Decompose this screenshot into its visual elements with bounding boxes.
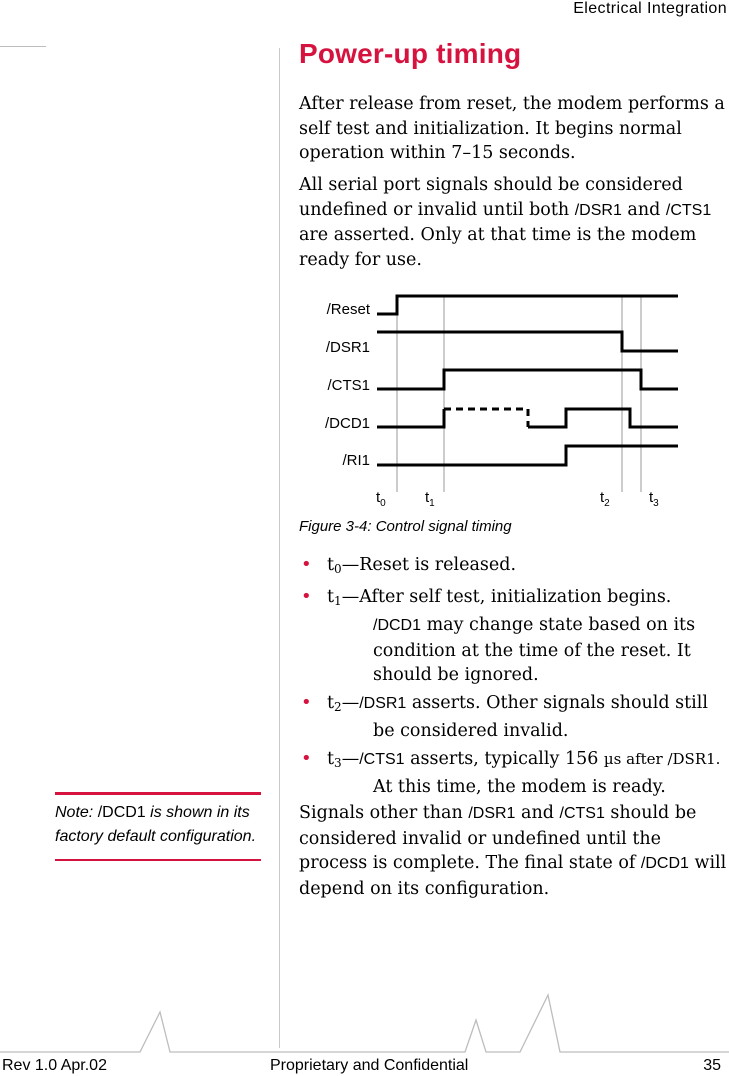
signal-label-reset: /Reset (326, 301, 370, 318)
para2-sig-dsr1: /DSR1 (574, 201, 622, 219)
timing-diagram (300, 282, 700, 514)
running-header: Electrical Integration (573, 0, 727, 17)
time-label-t1: $t_1$ (425, 489, 435, 509)
timing-bullet-list (299, 553, 729, 803)
para2-sig-cts1: /CTS1 (665, 201, 712, 219)
note-text: Note: /DCD1 is shown in its factory default configuration. (55, 804, 257, 845)
serial-signals-paragraph (299, 173, 729, 272)
page-number: 35 (703, 1057, 721, 1074)
waveform-ri1 (377, 446, 678, 465)
section-title: Power-up timing (299, 38, 522, 69)
note-bottom-rule (55, 859, 261, 861)
column-rule (279, 48, 280, 1048)
para2-after: are asserted. Only at that time is the modem ready for use. (299, 225, 697, 270)
closing-paragraph: Signals other than /DSR1 and /CTS1 should be considered invalid or undefined until the process is complete. The final state of /DCD1 will depend on its configuration. (299, 803, 727, 899)
intro-paragraph: After release from reset, the modem performs a self test and initialization. It begins normal operation within 7–15 seconds. (299, 94, 725, 163)
waveform-dsr1 (377, 332, 678, 351)
bullet-dot: • (301, 585, 312, 607)
bullet-dot: • (301, 747, 312, 769)
signal-label-dsr1: /DSR1 (325, 339, 370, 356)
list-item: • $t_2—/DSR1$ asserts. Other signals should still be considered invalid. (301, 691, 708, 741)
waveform-dcd1-end (528, 409, 678, 427)
para2-before: All serial port signals should be considered undefined or invalid until both (299, 175, 683, 220)
waveform-reset (377, 296, 678, 314)
figure-caption: Figure 3-4: Control signal timing (299, 518, 512, 535)
signal-label-cts1: /CTS1 (327, 377, 370, 394)
waveform-dcd1-undefined (444, 409, 528, 427)
header-rule (0, 46, 46, 47)
list-item: • $t_0—Reset$ is released. (301, 554, 517, 576)
para2-mid: and (621, 199, 666, 220)
margin-note (55, 792, 261, 861)
bullet-dot: • (301, 691, 312, 713)
footer-confidential: Proprietary and Confidential (270, 1057, 469, 1074)
list-item: • $t_3—/CTS1$ asserts, typically 156 µs after /DSR1. At this time, the modem is ready. (301, 747, 721, 797)
bullet-dot: • (301, 554, 312, 575)
footer-revision: Rev 1.0 Apr.02 (2, 1057, 107, 1074)
time-label-t0: $t_0$ (376, 489, 386, 509)
footer-pulse-line (0, 990, 729, 1054)
time-label-t3: $t_3$ (649, 489, 659, 509)
list-item: • $t_1—After$ self test, initialization begins. /DCD1 may change state based on its condition at the time of the reset. It should be ignored. (301, 585, 696, 685)
waveform-cts1 (377, 370, 678, 389)
signal-label-ri1: /RI1 (342, 452, 370, 469)
waveform-dcd1 (377, 409, 444, 427)
signal-label-dcd1: /DCD1 (324, 415, 370, 432)
time-label-t2: $t_2$ (600, 489, 610, 509)
